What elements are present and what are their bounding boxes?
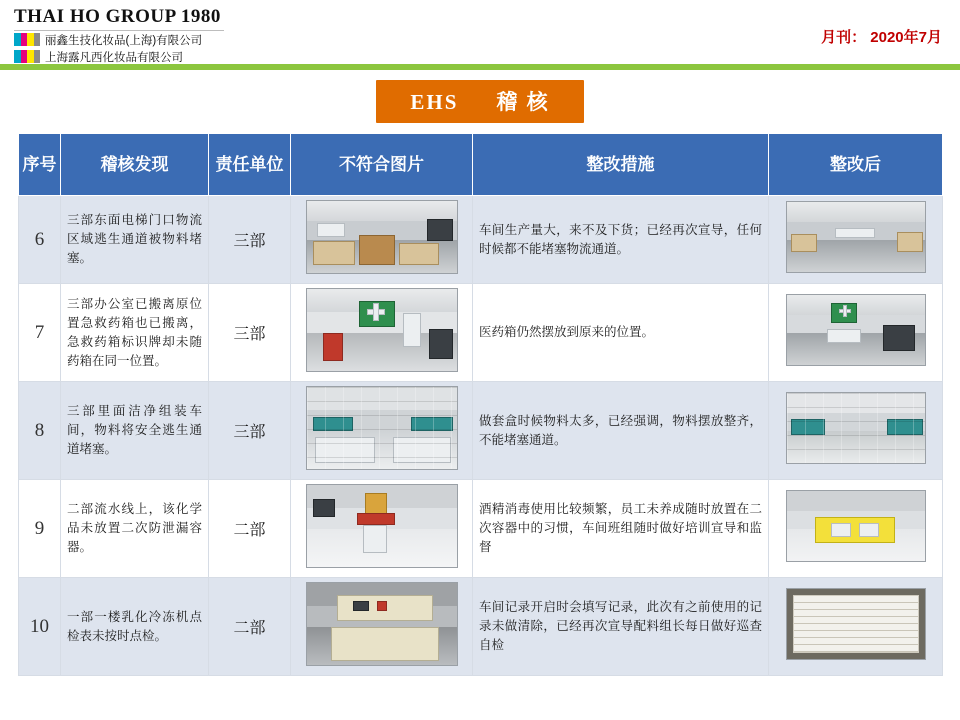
row-action: 医药箱仍然摆放到原来的位置。: [473, 284, 769, 382]
first-aid-sign-without-kit-photo: [306, 288, 458, 372]
warehouse-pallets-blocking-corridor-photo: [306, 200, 458, 274]
logo-company-name-1: 丽鑫生技化妆品(上海)有限公司: [45, 34, 203, 47]
row-number: 10: [19, 578, 61, 676]
column-header-after: 整改后: [769, 134, 943, 196]
page-title: [376, 80, 583, 123]
row-after-photo: [769, 578, 943, 676]
row-finding: 二部流水线上，该化学品未放置二次防泄漏容器。: [61, 480, 209, 578]
clear-warehouse-corridor-photo: [786, 201, 926, 273]
row-unit: 三部: [209, 382, 291, 480]
row-after-photo: [769, 196, 943, 284]
first-aid-kit-restored-photo: [786, 294, 926, 366]
company-logo: [14, 6, 224, 65]
monthly-issue-label: 月刊： 2020年7月: [821, 29, 942, 46]
row-noncompliance-photo: [291, 382, 473, 480]
audit-table: [18, 133, 943, 676]
emulsifying-chiller-machine-photo: [306, 582, 458, 666]
section-title-wrapper: [0, 80, 960, 123]
row-finding: 一部一楼乳化冷冻机点检表未按时点检。: [61, 578, 209, 676]
yellow-secondary-containment-tray-photo: [786, 490, 926, 562]
page-title-main: 稽 核: [496, 90, 550, 114]
row-action: 车间记录开启时会填写记录，此次有之前使用的记录未做清除，已经再次宣导配料组长每日做好巡查自检: [473, 578, 769, 676]
page-title-prefix: EHS: [410, 90, 459, 114]
row-noncompliance-photo: [291, 578, 473, 676]
column-header-finding: 稽核发现: [61, 134, 209, 196]
cleanroom-assembly-line-materials-photo: [306, 386, 458, 470]
row-action: 车间生产量大，来不及下货；已经再次宣导，任何时候都不能堵塞物流通道。: [473, 196, 769, 284]
column-header-unit: 责任单位: [209, 134, 291, 196]
logo-company-names: [14, 30, 224, 65]
column-header-picture: 不符合图片: [291, 134, 473, 196]
row-number: 6: [19, 196, 61, 284]
table-row: [19, 382, 943, 480]
table-row: [19, 480, 943, 578]
row-noncompliance-photo: [291, 284, 473, 382]
cmyk-swatch-icon-2: [14, 50, 40, 63]
row-number: 8: [19, 382, 61, 480]
row-after-photo: [769, 480, 943, 578]
row-number: 7: [19, 284, 61, 382]
table-row: [19, 578, 943, 676]
row-unit: 二部: [209, 578, 291, 676]
row-after-photo: [769, 284, 943, 382]
table-row: [19, 196, 943, 284]
row-unit: 三部: [209, 196, 291, 284]
row-action: 酒精消毒使用比较频繁，员工未养成随时放置在二次容器中的习惯，车间班组随时做好培训宣导和监督: [473, 480, 769, 578]
logo-company-name-2: 上海露凡西化妆品有限公司: [45, 51, 183, 64]
row-noncompliance-photo: [291, 196, 473, 284]
table-row: [19, 284, 943, 382]
cmyk-swatch-icon: [14, 33, 40, 46]
logo-row-2: [14, 48, 224, 65]
logo-row-1: [14, 31, 224, 48]
row-unit: 三部: [209, 284, 291, 382]
row-action: 做套盒时候物料太多，已经强调，物料摆放整齐，不能堵塞通道。: [473, 382, 769, 480]
row-noncompliance-photo: [291, 480, 473, 578]
audit-table-wrapper: [0, 123, 960, 676]
table-header-row: [19, 134, 943, 196]
row-after-photo: [769, 382, 943, 480]
logo-title-en: THAI HO GROUP 1980: [14, 6, 221, 27]
page-header: [0, 0, 960, 62]
row-finding: 三部里面洁净组装车间，物料将安全逃生通道堵塞。: [61, 382, 209, 480]
tidy-assembly-line-photo: [786, 392, 926, 464]
row-finding: 三部东面电梯门口物流区域逃生通道被物料堵塞。: [61, 196, 209, 284]
row-number: 9: [19, 480, 61, 578]
row-unit: 二部: [209, 480, 291, 578]
column-header-action: 整改措施: [473, 134, 769, 196]
row-finding: 三部办公室已搬离原位置急救药箱也已搬离，急救药箱标识牌却未随药箱在同一位置。: [61, 284, 209, 382]
inspection-record-sheet-photo: [786, 588, 926, 660]
column-header-no: 序号: [19, 134, 61, 196]
chemical-bottle-on-conveyor-photo: [306, 484, 458, 568]
